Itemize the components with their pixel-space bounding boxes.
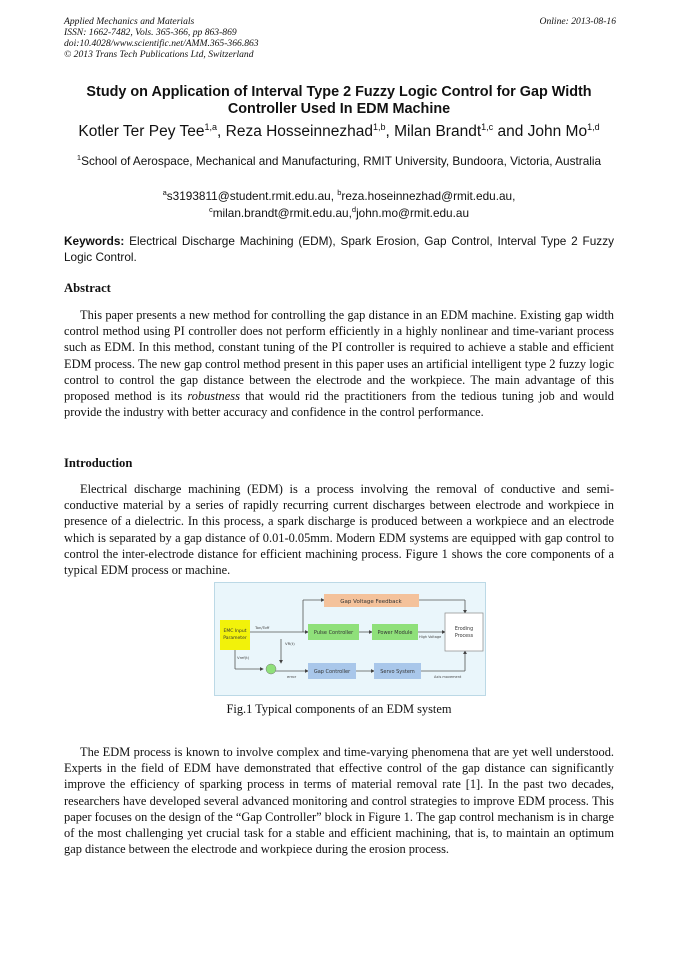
issn-line: ISSN: 1662-7482, Vols. 365-366, pp 863-869 [64,27,237,38]
intro-paragraph-2: The EDM process is known to involve complex and time-varying phenomena that are yet well understood. Experts in the field of EDM have demonstrated that effective control of the gap distance can significantly improve the efficiency of sparking process in terms of material removal rate [1]. In the past two decades, researchers have developed several advanced monitoring and control strategies to improve EDM process. This paper focuses on the design of the “Gap Controller” block in Figure 1. The gap control mechanism is in charge of the most challenging yet crucial task for a stable and efficient machining, that is, to maintain an optimum gap distance between the electrode and workpiece during the erosion process. [64,745,614,857]
author-name: John Mo [527,123,588,141]
affiliation-sup: 1 [76,153,82,162]
author-sup: 1,b [372,122,386,132]
email-sup: a [162,188,167,197]
author-sup: 1,d [587,122,600,132]
block-input-label-1: EMC Input [223,629,247,634]
label-high-voltage: High Voltage [419,635,442,639]
block-servo-system-label: Servo System [380,669,415,675]
block-input-label-2: Parameter [223,636,247,641]
label-vref: Vref(t) [237,655,250,660]
label-axis-movement: Axis movement [434,675,462,679]
block-eroding-label-2: Process [454,634,474,639]
keywords-label: Keywords: [64,234,125,248]
author-name: Kotler Ter Pey Tee [78,123,205,141]
label-vr: VR(t) [285,641,295,646]
keywords [64,234,614,265]
abstract-text-end: that would rid the practitioners from the tedious tuning job and would provide the industry with better accuracy and confidence in the control performance. [64,389,614,420]
figure-1-caption: Fig.1 Typical components of an EDM system [226,702,452,716]
copyright-line: © 2013 Trans Tech Publications Ltd, Switzerland [64,49,254,60]
abstract-emphasis: robustness [187,389,240,404]
block-emc-input-parameter [220,620,250,650]
email-address[interactable]: milan.brandt@rmit.edu.au, [212,206,352,221]
email-address[interactable]: s3193811@student.rmit.edu.au, [166,188,338,203]
journal-header [64,16,259,60]
author-list: Kotler Ter Pey Tee$^{1,a}$, Reza Hosseinnezhad$^{1,b}$, Milan Brandt$^{1,c}$ and John Mo$^{1,d}$ [78,122,600,141]
block-eroding-process [445,613,483,651]
email-sup: b [337,188,342,197]
keywords-text: Electrical Discharge Machining (EDM), Spark Erosion, Gap Control, Interval Type 2 Fuzzy Logic Control. [64,234,614,264]
doi-line: doi:10.4028/www.scientific.net/AMM.365-366.863 [64,38,259,49]
block-pulse-controller-label: Pulse Controller [313,630,354,636]
abstract-paragraph [64,307,614,420]
label-error: error [287,674,297,679]
block-eroding-label-1: Eroding [454,627,474,632]
summing-junction [266,664,276,674]
block-power-module-label: Power Module [377,630,413,636]
author-sup: 1,c [481,122,494,132]
author-sup: 1,a [204,122,217,132]
edm-block-diagram [215,583,485,695]
email-sup: d [351,205,357,215]
email-address[interactable]: john.mo@rmit.edu.au [356,206,470,221]
author-name: Reza Hosseinnezhad [225,123,373,141]
intro-paragraph-1: Electrical discharge machining (EDM) is a process involving the removal of conductive and semi-conductive material by a series of rapidly recurring current discharges between electrode and workpiece in presence of a dielectric. In this process, a spark discharge is produced between a workpiece and an electrode which is separated by a gap distance of 0.01-0.05mm. Modern EDM systems are equipped with gap control to control the inter-electrode distance for efficient machining process. Figure 1 shows the core components of a typical EDM process or machine. [64,482,614,578]
affiliation-text: School of Aerospace, Mechanical and Manufacturing, RMIT University, Bundoora, Victoria, Australia [81,153,602,168]
affiliation [64,150,614,169]
block-gap-voltage-feedback-label: Gap Voltage Feedback [340,599,402,605]
paper-title: Study on Application of Interval Type 2 Fuzzy Logic Control for Gap Width Controller Used In EDM Machine [86,84,592,117]
author-name: Milan Brandt [394,123,482,141]
online-date: Online: 2013-08-16 [539,16,616,27]
block-gap-controller-label: Gap Controller [313,669,351,675]
abstract-heading: Abstract [64,281,111,295]
email-address[interactable]: reza.hoseinnezhad@rmit.edu.au, [341,188,516,203]
introduction-heading: Introduction [64,456,133,470]
email-sup: c [208,205,213,215]
figure-1-diagram [214,582,486,696]
abstract-text: This paper presents a new method for controlling the gap distance in an EDM machine. Existing gap width control method using PI controller does not perform efficiently in a highly nonlinear and time-variant process such as EDM. In this method, constant tuning of the PI controller is required to achieve a stable and efficient EDM process. The new gap control method present in this paper uses an artificial intelligent type 2 fuzzy logic control to control the gap distance between the electrode and the workpiece. The main advantage of this proposed method is its [64,308,614,404]
label-ton-toff: Ton/Toff [255,625,270,630]
email-list [64,186,614,221]
journal-name: Applied Mechanics and Materials [64,16,195,27]
